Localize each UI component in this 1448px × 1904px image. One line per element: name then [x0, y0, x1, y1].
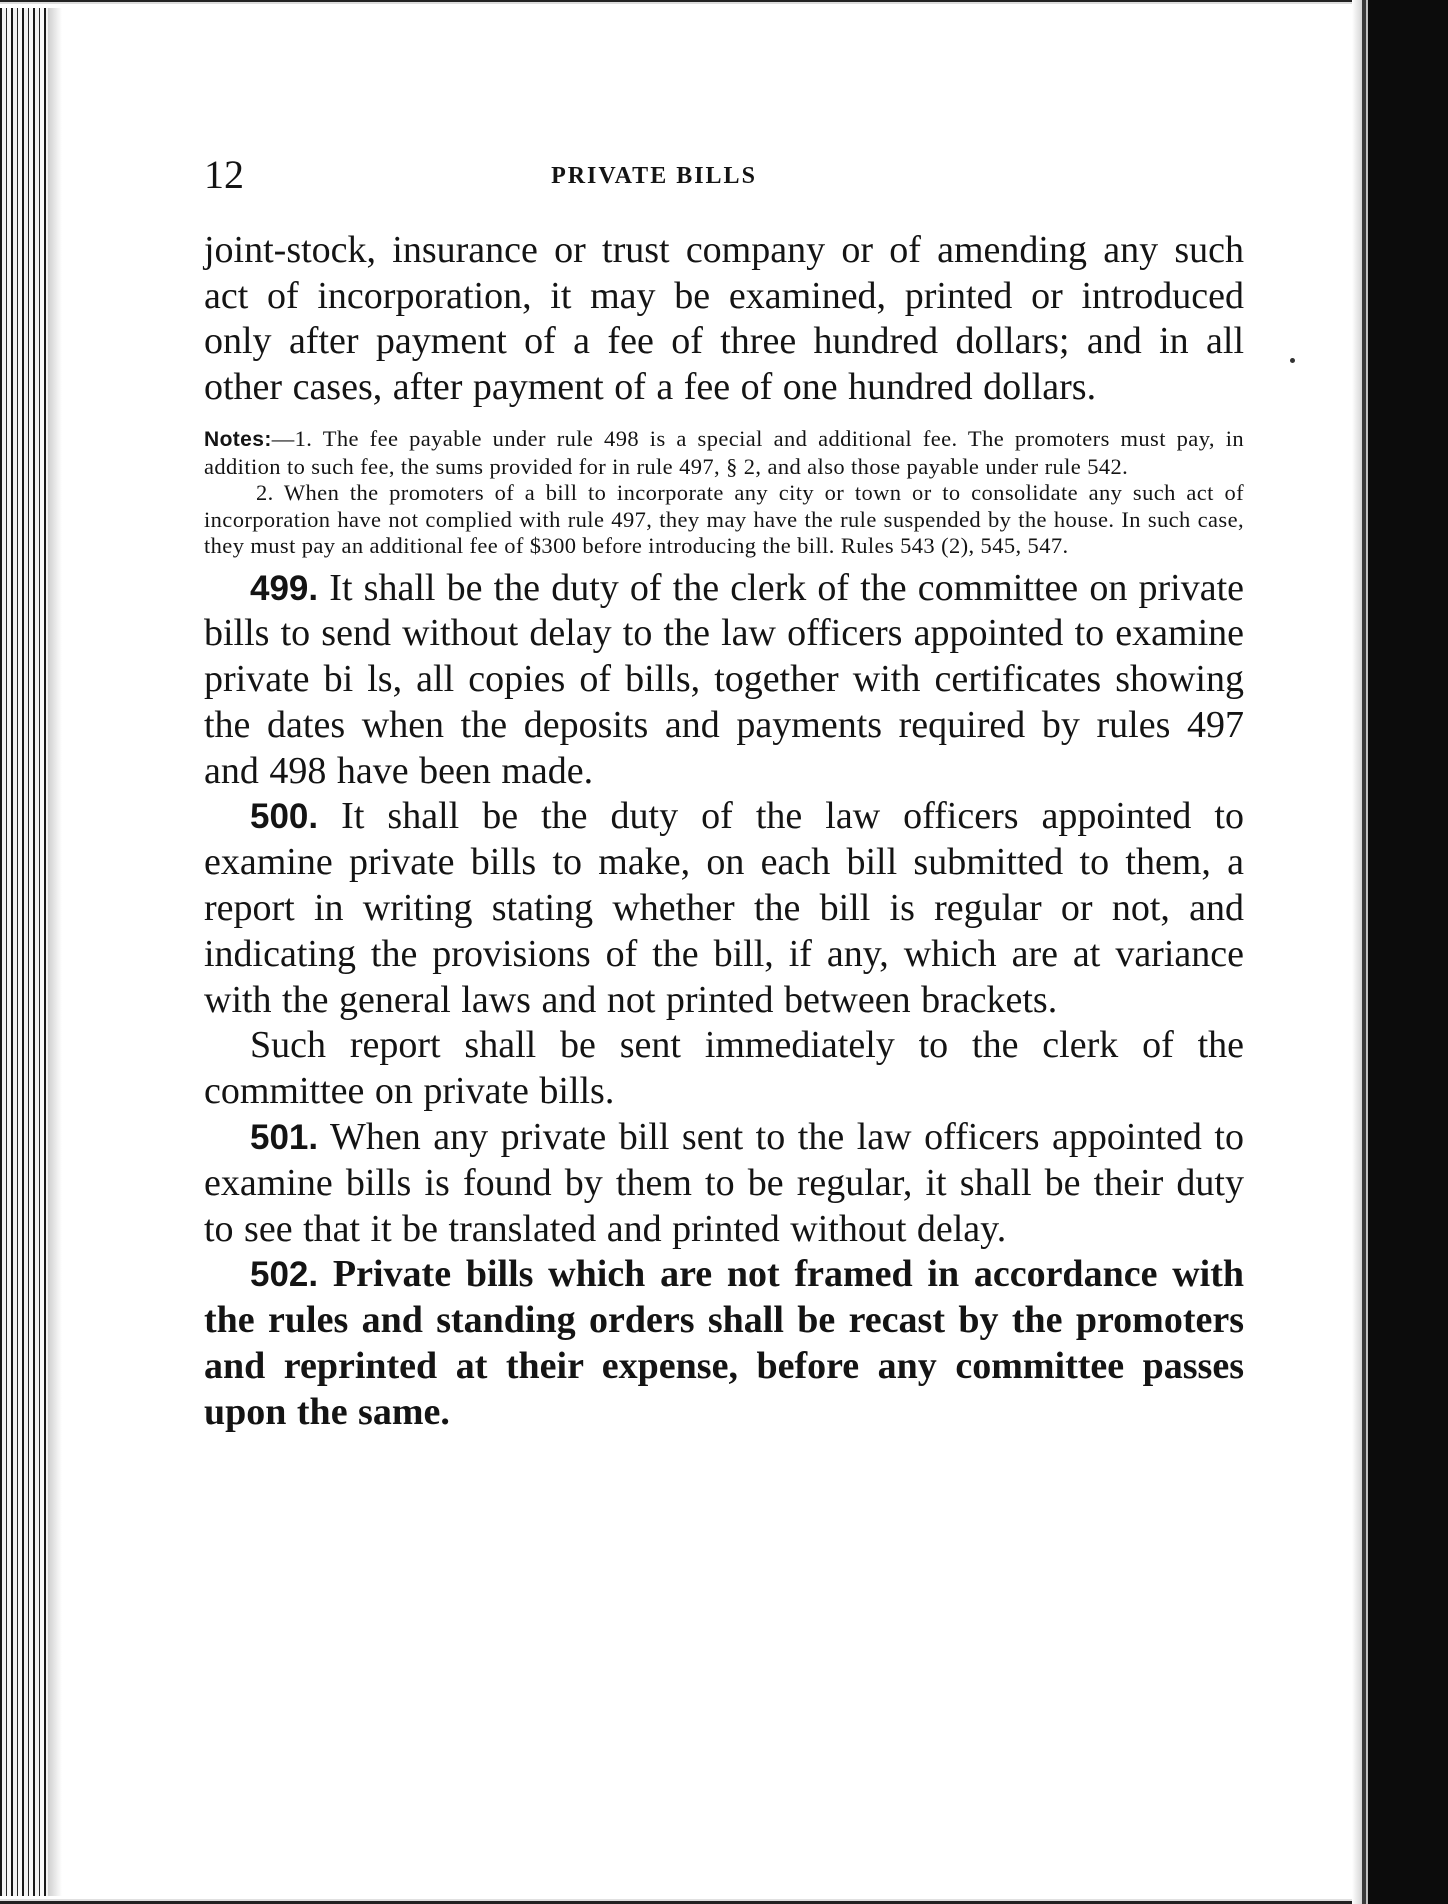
note-1 — [204, 426, 1244, 480]
page-edge-shadow — [48, 0, 62, 1904]
rule-number-period: . — [308, 1255, 319, 1295]
rule-number: 500 — [250, 797, 309, 837]
note-2: 2. When the promoters of a bill to incorporate any city or town or to consolidate any such act of incorporation have not complied with rule 497, they may have the rule suspended by the house. In such case, they must pay an additional fee of $300 before introducing the bill. Rules 543 (2), 545, 547. — [204, 480, 1244, 558]
top-border — [0, 0, 1360, 8]
rule-number-period: . — [308, 568, 319, 608]
page-number: 12 — [204, 152, 244, 197]
rule-499 — [204, 566, 1244, 795]
ink-speck — [1290, 358, 1295, 363]
rule-text: Private bills which are not framed in accordance with the rules and standing orders shall be recast by the promoters and reprinted at their expense, before any committee passes upon the same. — [204, 1253, 1244, 1433]
continued-paragraph — [204, 228, 1244, 410]
rule-number-period: . — [308, 797, 319, 837]
running-title: PRIVATE BILLS — [551, 163, 757, 189]
running-head — [204, 150, 1244, 200]
rule-text: It shall be the duty of the law officers appointed to examine private bills to make, on each bill submitted to them, a report in writing stating whether the bill is regular or not, and indicating the provisions of the bill, if any, which are at variance with the general laws and not printed between brackets. — [204, 795, 1244, 1021]
rule-500-continuation: Such report shall be sent immediately to the clerk of the committee on private bills. — [204, 1024, 1244, 1113]
bottom-border — [0, 1896, 1360, 1904]
notes-block — [204, 426, 1244, 560]
rule-number: 499 — [250, 568, 309, 608]
rule-text: It shall be the duty of the clerk of the committee on private bills to send without delay to the law officers appointed to examine private bi ls, all copies of bills, together with certificates showing the dates when the deposits and payments required by rules 497 and 498 have been made. — [204, 566, 1244, 792]
rules-list — [204, 566, 1244, 1436]
binding-gutter — [1368, 0, 1448, 1904]
page-content — [204, 150, 1244, 1436]
rule-number: 502 — [250, 1255, 309, 1295]
rule-text: When any private bill sent to the law officers appointed to examine bills is found by them to be regular, it shall be their duty to see that it be translated and printed without delay. — [204, 1116, 1244, 1250]
continued-paragraph-text: joint-stock, insurance or trust company or of amending any such act of incorporation, it may be examined, printed or introduced only after payment of a fee of three hundred dollars; and in all other cases, after payment of a fee of one hundred dollars. — [204, 229, 1244, 408]
gutter-line — [1362, 0, 1366, 1904]
rule-501 — [204, 1115, 1244, 1252]
page-edge-stack — [0, 0, 48, 1904]
rule-number: 501 — [250, 1118, 309, 1158]
rule-502 — [204, 1252, 1244, 1435]
note-1-text: —1. The fee payable under rule 498 is a special and additional fee. The promoters must pay, in addition to such fee, the sums provided for in rule 497, § 2, and also those payable under rule 542. — [204, 426, 1244, 479]
rule-500 — [204, 794, 1244, 1023]
rule-number-period: . — [308, 1118, 319, 1158]
notes-label: Notes: — [204, 428, 272, 451]
